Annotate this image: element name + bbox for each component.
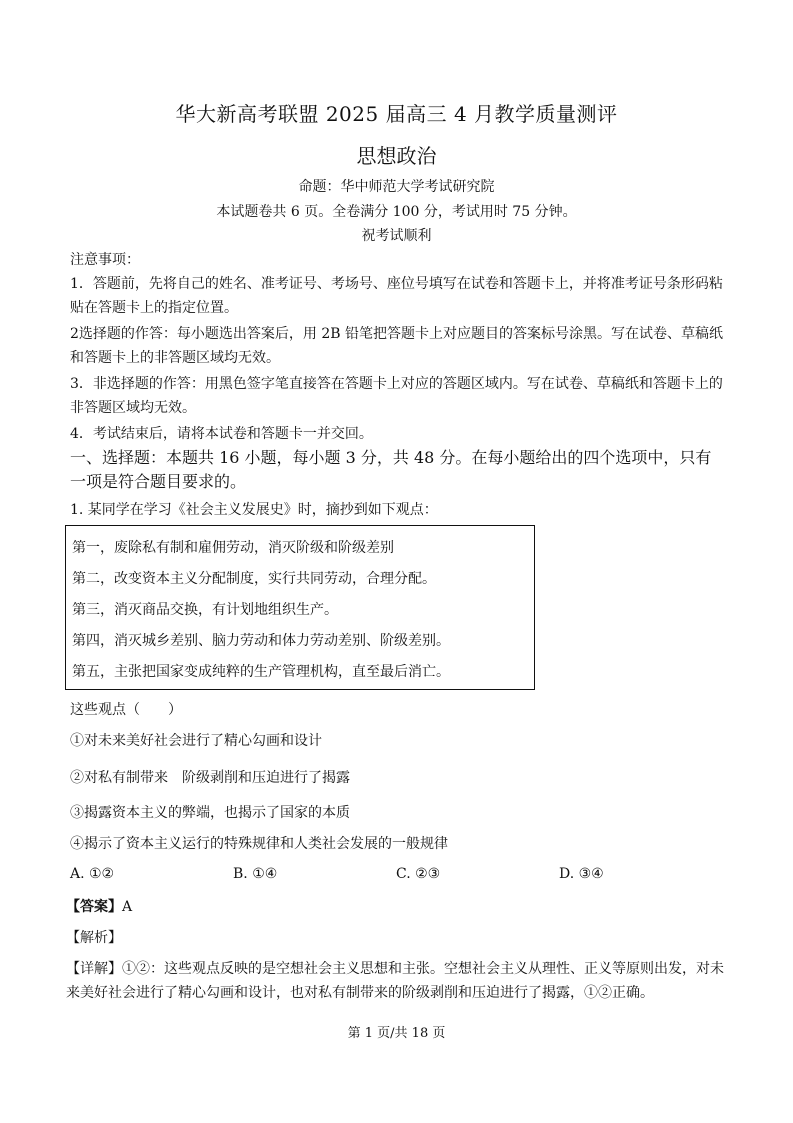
exam-title: 华大新高考联盟 2025 届高三 4 月教学质量测评 [175,102,618,126]
answer-label: 【答案】 [66,899,122,915]
choice-a: A. ①② [70,866,115,882]
statement-option: ①对未来美好社会进行了精心勾画和设计 [70,733,322,749]
question-stem: 1. 某同学在学习《社会主义发展史》时，摘抄到如下观点： [70,502,438,518]
quote-box [65,525,535,690]
statement-option: ④揭示了资本主义运行的特殊规律和人类社会发展的一般规律 [70,836,448,852]
question-prompt: 这些观点（ ） [70,702,182,718]
statement-option: ②对私有制带来 阶级剥削和压迫进行了揭露 [70,770,350,786]
subject-title: 思想政治 [356,144,437,168]
choice-d: D. ③④ [559,866,604,882]
notice-item-1: 1．答题前，先将自己的姓名、准考证号、考场号、座位号填写在试卷和答题卡上，并将准考证号条形码粘贴在答题卡上的指定位置。 [70,276,723,316]
notice-item-2: 2选择题的作答：每小题选出答案后，用 2B 铅笔把答题卡上对应题目的答案标号涂黑。写在试卷、草稿纸和答题卡上的非答题区域均无效。 [70,326,724,366]
detail-text: ①②：这些观点反映的是空想社会主义思想和主张。空想社会主义从理性、正义等原则出发，对未来美好社会进行了精心勾画和设计，也对私有制带来的阶级剥削和压迫进行了揭露，①②正确。 [66,961,724,1001]
info-line: 本试题卷共 6 页。全卷满分 100 分，考试用时 75 分钟。 [216,204,577,220]
notice-item-3: 3．非选择题的作答：用黑色签字笔直接答在答题卡上对应的答题区域内。写在试卷、草稿纸和答题卡上的非答题区域均无效。 [70,376,723,416]
choice-c: C. ②③ [396,866,441,882]
quote-line: 第二，改变资本主义分配制度，实行共同劳动，合理分配。 [72,571,436,587]
quote-line: 第一，废除私有制和雇佣劳动，消灭阶级和阶级差别 [72,540,394,556]
answer-value: A [122,899,133,915]
detail-label: 【详解】 [66,961,122,977]
choice-b: B. ①④ [233,866,278,882]
author-line: 命题：华中师范大学考试研究院 [298,179,495,195]
quote-line: 第三，消灭商品交换，有计划地组织生产。 [72,602,338,618]
notice-heading: 注意事项： [70,252,140,268]
analysis-label: 【解析】 [66,930,122,946]
wish-line: 祝考试顺利 [361,228,432,244]
quote-line: 第四，消灭城乡差别、脑力劳动和体力劳动差别、阶级差别。 [72,633,450,649]
notice-item-4: 4．考试结束后，请将本试卷和答题卡一并交回。 [70,426,373,442]
detail-paragraph [66,957,726,1005]
answer-line [66,896,132,916]
section-intro: 一、选择题：本题共 16 小题，每小题 3 分，共 48 分。在每小题给出的四个选项中，只有一项是符合题目要求的。 [70,448,712,491]
page-number: 第 1 页/共 18 页 [347,1026,446,1041]
quote-line: 第五，主张把国家变成纯粹的生产管理机构，直至最后消亡。 [72,664,450,680]
statement-option: ③揭露资本主义的弊端，也揭示了国家的本质 [70,805,350,821]
